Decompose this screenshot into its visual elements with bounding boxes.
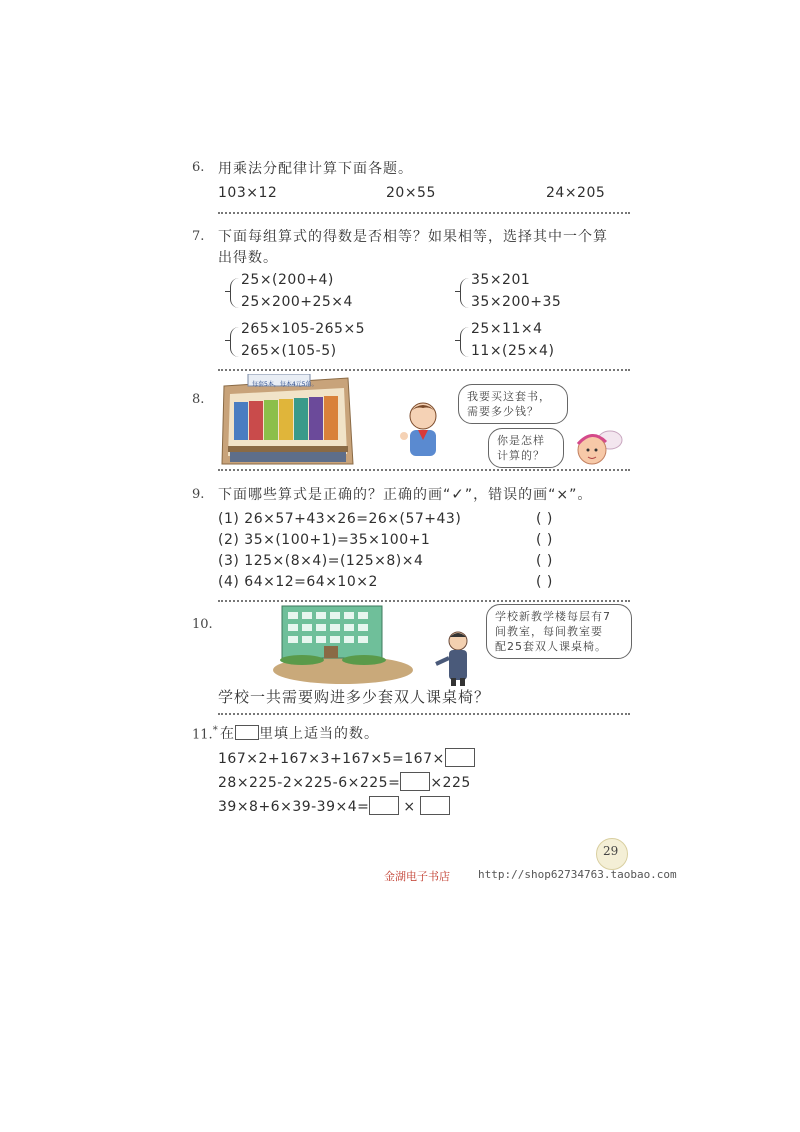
q11-line3-times: × <box>403 799 416 815</box>
q9-item-label: (3) <box>218 553 240 569</box>
divider <box>218 713 630 715</box>
boy-speech-line2: 需要多少钱？ <box>467 405 539 418</box>
teacher-speech-bubble <box>486 604 632 659</box>
q7-group1-b: 25×200+25×4 <box>241 294 353 310</box>
q11-line3-expr-pre: 39×8+6×39-39×4= <box>218 799 370 815</box>
check-mark-icon: ✓ <box>451 485 465 503</box>
q11-prompt <box>220 723 379 743</box>
teacher-illustration <box>432 630 478 686</box>
q7-group4-a: 25×11×4 <box>471 321 543 337</box>
q9-item-expr: 125×(8×4)=(125×8)×4 <box>244 553 424 569</box>
q9-prompt <box>218 484 592 504</box>
q7-group2-b: 35×200+35 <box>471 294 562 310</box>
cherub-illustration <box>566 426 624 470</box>
q11-line1-expr: 167×2+167×3+167×5=167× <box>218 751 445 767</box>
divider <box>218 369 630 371</box>
brace <box>460 278 469 308</box>
q7-group2-a: 35×201 <box>471 272 531 288</box>
boy-speech-line1: 我要买这套书， <box>467 390 551 403</box>
q9-prompt-end: ”。 <box>569 487 593 503</box>
q11-line2 <box>218 772 471 791</box>
brace <box>230 278 239 308</box>
q9-item-3 <box>218 553 423 569</box>
q8-number: 8. <box>192 392 205 407</box>
brace <box>230 327 239 357</box>
answer-box[interactable] <box>400 772 430 791</box>
q11-number-text: 11. <box>192 727 213 743</box>
q9-number: 9. <box>192 487 205 502</box>
q7-group1-a: 25×(200+4) <box>241 272 334 288</box>
divider <box>218 469 630 471</box>
page-number: 29 <box>603 844 619 858</box>
cherub-speech-line2: 计算的？ <box>497 449 545 462</box>
q7-group4-b: 11×(25×4) <box>471 343 555 359</box>
q9-item-4 <box>218 574 378 590</box>
q11-prompt-pre: 在 <box>220 726 235 742</box>
school-building-illustration <box>272 604 414 684</box>
q9-item-expr: 26×57+43×26=26×(57+43) <box>244 511 462 527</box>
q11-line2-expr-pre: 28×225-2×225-6×225= <box>218 775 401 791</box>
q11-line3 <box>218 796 450 815</box>
q6-item-2: 20×55 <box>386 185 436 201</box>
q7-number: 7. <box>192 229 205 244</box>
q6-item-3: 24×205 <box>546 185 606 201</box>
blank-box-example <box>235 725 259 740</box>
q11-number <box>192 725 218 742</box>
brace <box>460 327 469 357</box>
store-url[interactable]: http://shop62734763.taobao.com <box>478 868 677 881</box>
shelf-sign: 每套5本，每本4元5角。 <box>252 381 318 388</box>
teacher-speech-line1: 学校新教学楼每层有7 <box>495 610 611 623</box>
q6-number: 6. <box>192 160 205 175</box>
q11-line1 <box>218 748 475 767</box>
boy-speech-bubble <box>458 384 568 424</box>
q7-prompt-line2: 出得数。 <box>218 250 278 266</box>
q9-item-label: (1) <box>218 511 240 527</box>
q9-item-2 <box>218 532 430 548</box>
answer-blank[interactable]: ( ) <box>536 532 553 548</box>
cherub-speech-line1: 你是怎样 <box>497 434 545 447</box>
answer-blank[interactable]: ( ) <box>536 553 553 569</box>
answer-box[interactable] <box>369 796 399 815</box>
boy-illustration <box>398 398 448 460</box>
cross-mark-icon: × <box>556 487 570 503</box>
q7-group3-b: 265×(105-5) <box>241 343 337 359</box>
q11-prompt-post: 里填上适当的数。 <box>259 726 379 742</box>
q11-star: * <box>212 725 218 736</box>
q9-prompt-mid: ”，错误的画“ <box>464 487 557 503</box>
cherub-speech-bubble <box>488 428 564 468</box>
teacher-speech-line3: 配25套双人课桌椅。 <box>495 640 607 653</box>
divider <box>218 212 630 214</box>
q10-question: 学校一共需要购进多少套双人课桌椅？ <box>218 688 491 706</box>
q9-prompt-start: 下面哪些算式是正确的？正确的画“ <box>218 487 452 503</box>
q11-line2-expr-post: ×225 <box>430 775 471 791</box>
q7-prompt-line1: 下面每组算式的得数是否相等？如果相等，选择其中一个算 <box>218 229 608 245</box>
q7-group3-a: 265×105-265×5 <box>241 321 366 337</box>
q9-item-1 <box>218 511 461 527</box>
q9-item-expr: 64×12=64×10×2 <box>244 574 378 590</box>
q9-item-label: (4) <box>218 574 240 590</box>
q6-item-1: 103×12 <box>218 185 278 201</box>
q9-item-label: (2) <box>218 532 240 548</box>
q9-item-expr: 35×(100+1)=35×100+1 <box>244 532 431 548</box>
answer-blank[interactable]: ( ) <box>536 511 553 527</box>
answer-blank[interactable]: ( ) <box>536 574 553 590</box>
divider <box>218 600 630 602</box>
q10-number: 10. <box>192 617 213 632</box>
store-name: 金湖电子书店 <box>384 870 450 883</box>
q6-prompt: 用乘法分配律计算下面各题。 <box>218 161 413 177</box>
answer-box[interactable] <box>445 748 475 767</box>
answer-box[interactable] <box>420 796 450 815</box>
teacher-speech-line2: 间教室，每间教室要 <box>495 625 603 638</box>
